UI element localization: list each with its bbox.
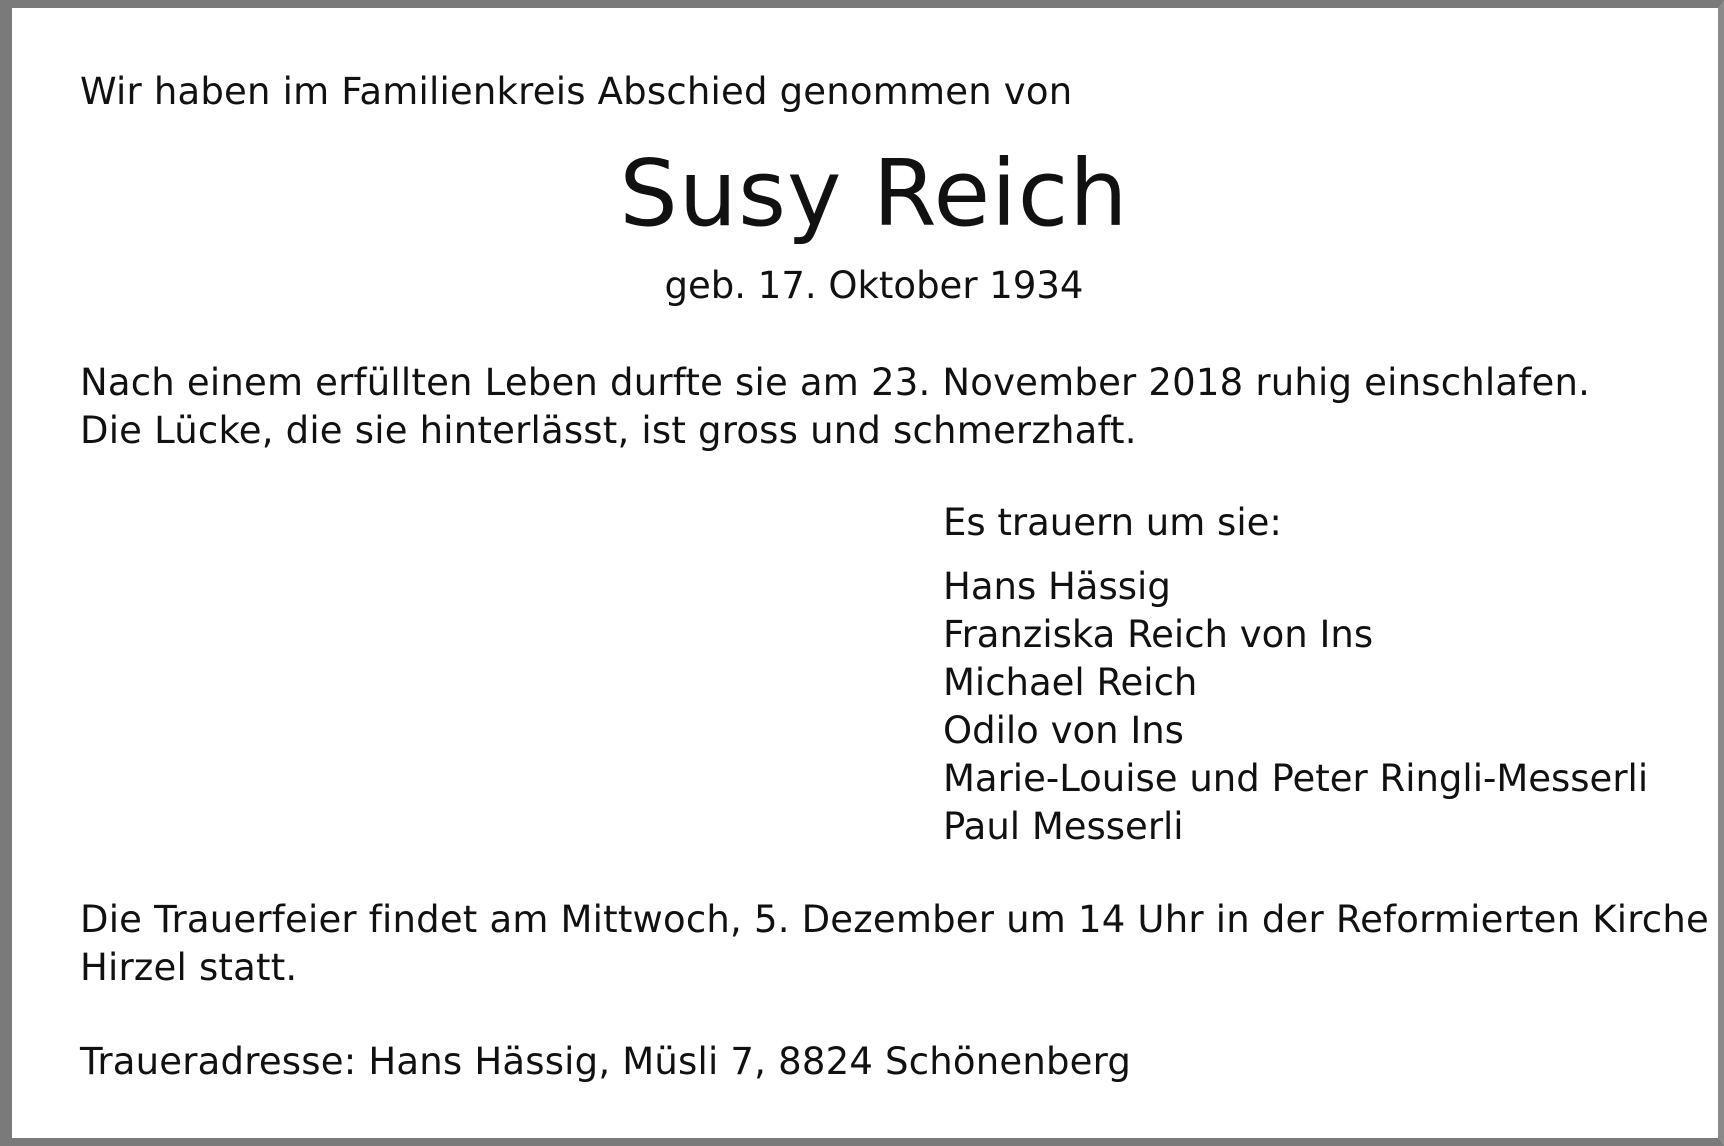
- mourner-name: Paul Messerli: [943, 805, 1184, 848]
- birth-date: geb. 17. Oktober 1934: [664, 264, 1084, 307]
- mourner-list: [943, 563, 1648, 851]
- service-text-line-1: Die Trauerfeier findet am Mittwoch, 5. Dezember um 14 Uhr in der Reformierten Kirche: [80, 898, 1709, 941]
- intro-text: Wir haben im Familienkreis Abschied genommen von: [80, 70, 1073, 113]
- mourning-address: Traueradresse: Hans Hässig, Müsli 7, 8824 Schönenberg: [80, 1040, 1132, 1083]
- mourner-name: Marie-Louise und Peter Ringli-Messerli: [943, 757, 1649, 800]
- mourner-name: Hans Hässig: [943, 565, 1171, 608]
- mourners-heading: Es trauern um sie:: [943, 501, 1282, 544]
- mourners-block: [943, 501, 1649, 851]
- passing-text-line-1: Nach einem erfüllten Leben durfte sie am 23. November 2018 ruhig einschlafen.: [80, 361, 1591, 404]
- service-text-line-2: Hirzel statt.: [80, 946, 298, 989]
- mourner-name: Michael Reich: [943, 661, 1198, 704]
- passing-text-line-2: Die Lücke, die sie hinterlässt, ist gross und schmerzhaft.: [80, 409, 1137, 452]
- deceased-name: Susy Reich: [619, 140, 1129, 247]
- mourner-name: Odilo von Ins: [943, 709, 1184, 752]
- mourner-name: Franziska Reich von Ins: [943, 613, 1374, 656]
